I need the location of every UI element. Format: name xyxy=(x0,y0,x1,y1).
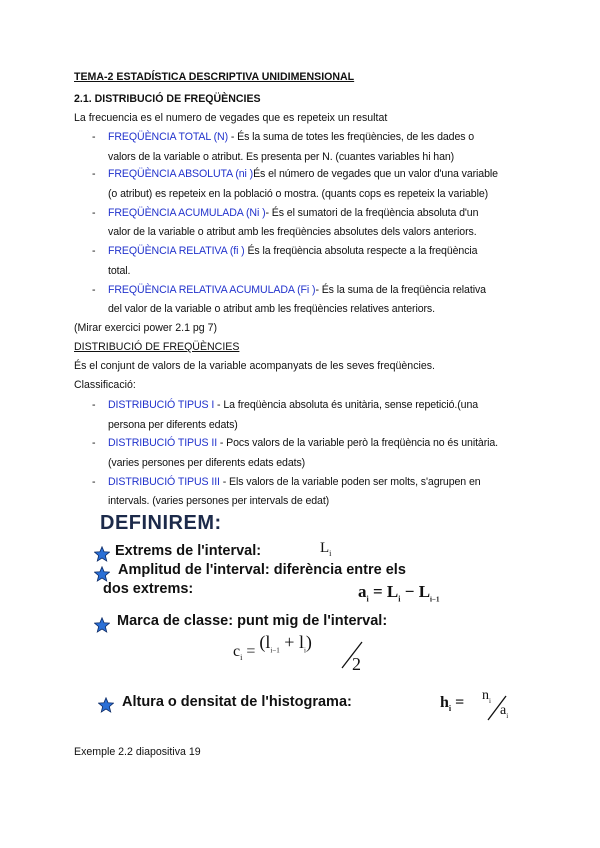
list-item xyxy=(108,167,498,181)
list-item xyxy=(108,475,481,489)
term-label: FREQÜÈNCIA TOTAL (N) xyxy=(108,131,229,143)
term-desc-cont: total. xyxy=(108,265,131,277)
definition-interval-extremes: Extrems de l'interval: xyxy=(115,543,262,559)
class-mark-formula: $c_i = (l_{i-1} + l_i)$ xyxy=(233,632,312,663)
distribution-heading: DISTRIBUCIÓ DE FREQÜÈNCIES xyxy=(74,341,240,353)
term-label: FREQÜÈNCIA RELATIVA (fi ) xyxy=(108,245,245,257)
star-icon xyxy=(94,566,110,582)
list-dash: - xyxy=(92,131,96,143)
term-desc: - És la suma de la freqüència relativa xyxy=(315,284,486,296)
type-desc: - Pocs valors de la variable però la freqüència no és unitària. xyxy=(217,437,499,449)
star-icon xyxy=(98,697,114,713)
height-formula: $h_i$ = xyxy=(440,694,465,714)
section-heading: 2.1. DISTRIBUCIÓ DE FREQÜÈNCIES xyxy=(74,93,261,105)
definition-histogram-height: Altura o densitat de l'histograma: xyxy=(122,694,352,710)
class-mark-denominator: 2 xyxy=(352,654,361,674)
distribution-definition: És el conjunt de valors de la variable acompanyats de les seves freqüències. xyxy=(74,360,435,372)
term-label: FREQÜÈNCIA RELATIVA ACUMULADA (Fi ) xyxy=(108,284,316,296)
list-item xyxy=(108,130,474,144)
type-label: DISTRIBUCIÓ TIPUS III xyxy=(108,476,220,488)
height-denominator: $a_i$ xyxy=(500,703,509,720)
list-dash: - xyxy=(92,207,96,219)
type-desc: - La freqüència absoluta és unitària, sense repetició.(una xyxy=(214,399,479,411)
list-dash: - xyxy=(92,245,96,257)
type-desc: - Els valors de la variable poden ser molts, s'agrupen en xyxy=(219,476,481,488)
term-desc-cont: valor de la variable o atribut amb les freqüències absolutes dels valors anteriors. xyxy=(108,226,477,238)
definirem-heading: DEFINIREM: xyxy=(100,512,222,534)
term-desc: - És la suma de totes les freqüències, de les dades o xyxy=(228,131,475,143)
list-dash: - xyxy=(92,399,96,411)
classification-label: Classificació: xyxy=(74,379,136,391)
list-dash: - xyxy=(92,168,96,180)
term-desc: És el número de vegades que un valor d'una variable xyxy=(253,168,498,180)
amplitude-formula: $a_i = L_i - L_{i-1}$ xyxy=(358,582,440,604)
type-desc-cont: persona per diferents edats) xyxy=(108,419,238,431)
list-dash: - xyxy=(92,284,96,296)
list-item xyxy=(108,206,478,220)
list-item xyxy=(108,398,478,412)
list-item xyxy=(108,436,498,450)
star-icon xyxy=(94,617,110,633)
term-label: FREQÜÈNCIA ABSOLUTA (ni ) xyxy=(108,168,254,180)
type-desc-cont: intervals. (varies persones per intervals de edat) xyxy=(108,495,330,507)
definition-interval-amplitude-cont: dos extrems: xyxy=(103,581,194,597)
intro-text: La frecuencia es el numero de vegades que es repeteix un resultat xyxy=(74,112,388,124)
star-icon xyxy=(94,546,110,562)
example-reference: Exemple 2.2 diapositiva 19 xyxy=(74,746,201,758)
fraction-slash xyxy=(484,690,514,724)
type-label: DISTRIBUCIÓ TIPUS II xyxy=(108,437,218,449)
note-text: (Mirar exercici power 2.1 pg 7) xyxy=(74,322,218,334)
extremes-symbol: $L_i$ xyxy=(320,540,332,558)
type-desc-cont: (varies persones per diferents edats edats) xyxy=(108,457,306,469)
term-desc-cont: del valor de la variable o atribut amb les freqüències relatives anteriors. xyxy=(108,303,435,315)
type-label: DISTRIBUCIÓ TIPUS I xyxy=(108,399,215,411)
term-desc-cont: (o atribut) es repeteix en la població o mostra. (quants cops es repeteix la variable) xyxy=(108,188,489,200)
definition-interval-amplitude: Amplitud de l'interval: diferència entre els xyxy=(118,562,406,578)
height-numerator: $n_i$ xyxy=(482,688,491,705)
term-desc: - És el sumatori de la freqüència absoluta d'un xyxy=(265,207,479,219)
list-dash: - xyxy=(92,476,96,488)
definition-class-mark: Marca de classe: punt mig de l'interval: xyxy=(117,613,388,629)
list-dash: - xyxy=(92,437,96,449)
list-item xyxy=(108,244,477,258)
term-desc-cont: valors de la variable o atribut. Es presenta per N. (cuantes variables hi han) xyxy=(108,151,455,163)
list-item xyxy=(108,283,486,297)
term-label: FREQÜÈNCIA ACUMULADA (Ni ) xyxy=(108,207,266,219)
document-title: TEMA-2 ESTADÍSTICA DESCRIPTIVA UNIDIMENSIONAL xyxy=(74,71,355,83)
term-desc: És la freqüència absoluta respecte a la freqüència xyxy=(244,245,478,257)
